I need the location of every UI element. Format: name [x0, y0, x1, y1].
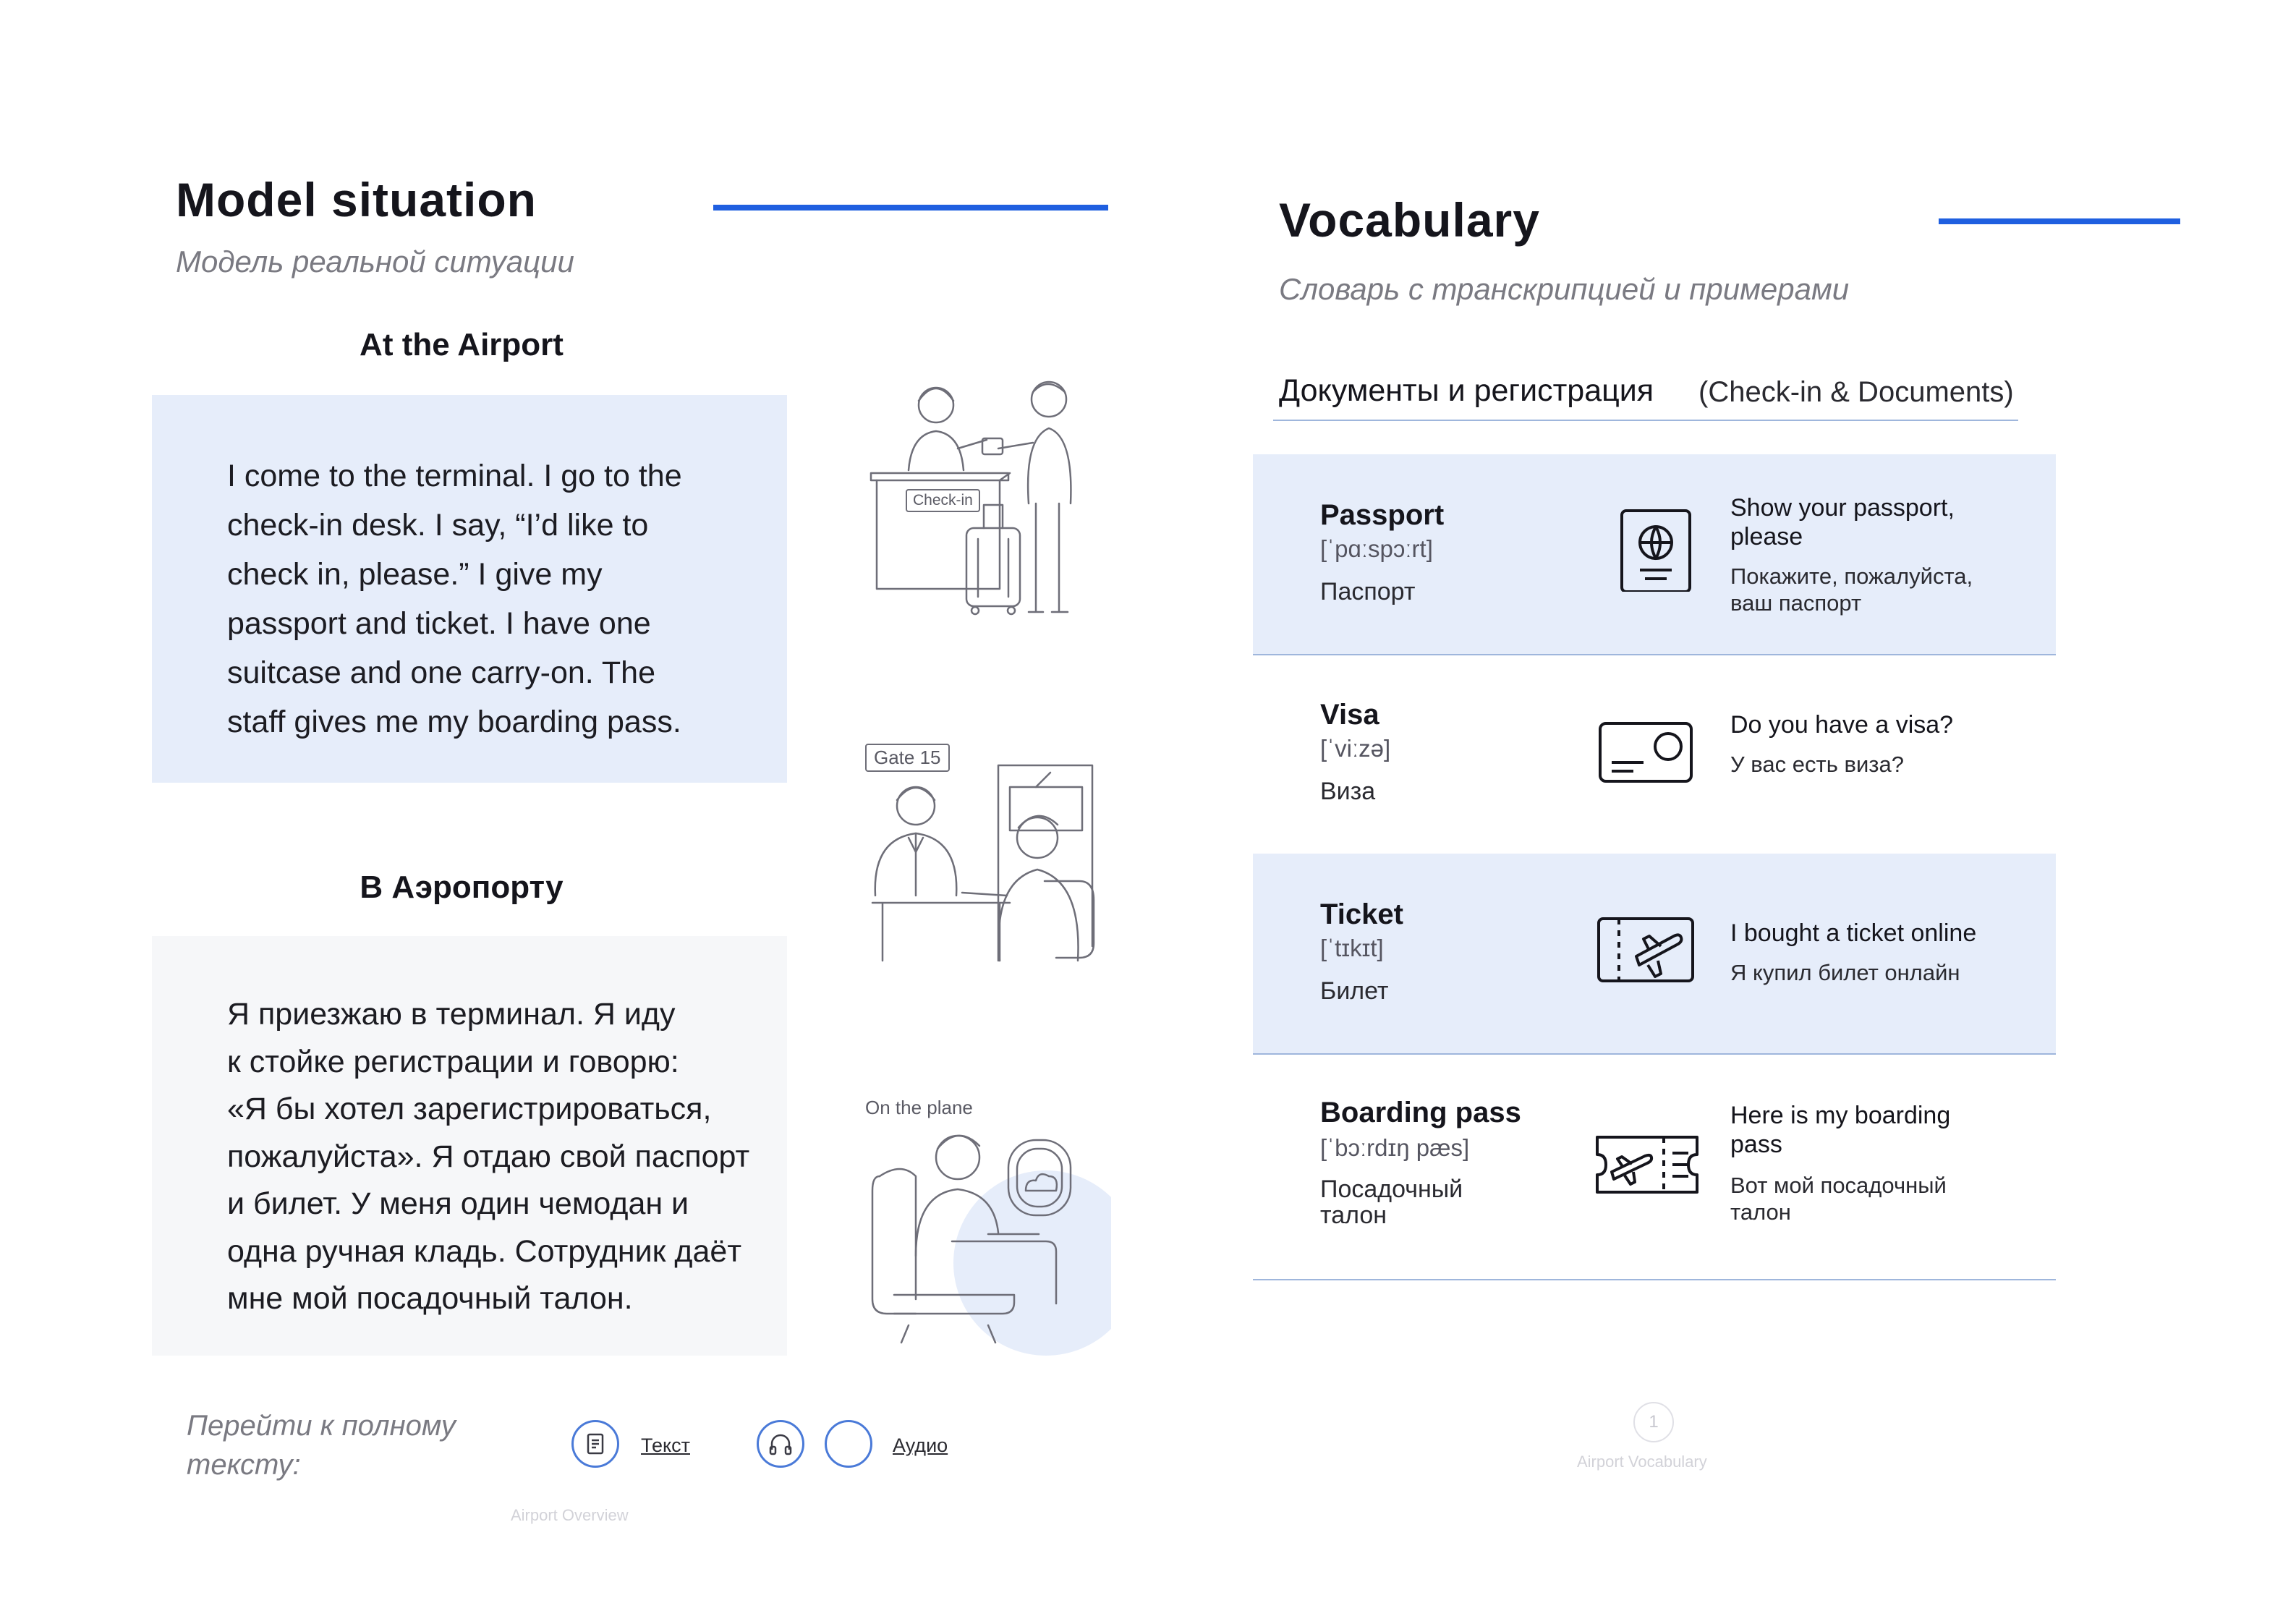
- visa-icon: [1593, 719, 1694, 806]
- english-story-panel: [152, 395, 787, 783]
- vocab-row-visa: [1253, 654, 2056, 855]
- english-story-line: check-in desk. I say, “I’d like to: [227, 508, 649, 543]
- russian-story-line: «Я бы хотел зарегистрироваться,: [227, 1092, 712, 1126]
- vocab-word: Passport: [1320, 499, 1445, 531]
- vocab-example-line: Show your passport,: [1730, 494, 1955, 522]
- vocab-example-ru-line: Вот мой посадочный: [1730, 1173, 1947, 1198]
- russian-story-heading: В Аэропорту: [360, 870, 564, 905]
- vocab-translation: Паспорт: [1320, 578, 1416, 605]
- passport-icon: [1593, 505, 1694, 592]
- audio-button[interactable]: [757, 1420, 804, 1468]
- vocab-transcription: [ˈviːzə]: [1320, 735, 1391, 762]
- checkin-desk-illustration: [865, 376, 1097, 622]
- russian-story-text: [227, 991, 777, 1323]
- left-subtitle: Модель реальной ситуации: [176, 245, 574, 279]
- russian-story-line: к стойке регистрации и говорю:: [227, 1044, 679, 1079]
- vocab-example-ru-line: Я купил билет онлайн: [1730, 960, 1960, 985]
- russian-story-line: Я приезжаю в терминал. Я иду: [227, 997, 676, 1032]
- vocab-example-ru-line: У вас есть виза?: [1730, 752, 1904, 777]
- checkin-sign: Check-in: [906, 489, 980, 512]
- vocab-row-boarding-pass: [1253, 1053, 2056, 1280]
- left-footer: Airport Overview: [511, 1506, 629, 1524]
- gate-illustration: [865, 744, 1097, 975]
- goto-line: Перейти к полному: [187, 1410, 456, 1442]
- section-header: [1273, 369, 2018, 421]
- russian-story-line: мне мой посадочный талон.: [227, 1281, 633, 1316]
- vocab-translation: [1320, 1176, 1508, 1228]
- vocab-transcription: [ˈbɔːrdɪŋ pæs]: [1320, 1134, 1470, 1161]
- vocab-transcription: [ˈpɑːspɔːrt]: [1320, 535, 1433, 562]
- vocab-row-passport: [1253, 454, 2056, 655]
- english-story-text: [227, 451, 777, 747]
- vocab-word: Boarding pass: [1320, 1097, 1521, 1128]
- vocab-example: [1730, 493, 2020, 551]
- vocab-example-line: pass: [1730, 1131, 1782, 1158]
- vocab-example: [1730, 1101, 2020, 1159]
- english-story-line: staff gives me my boarding pass.: [227, 705, 681, 739]
- russian-story-panel: [152, 936, 787, 1356]
- vocab-translation: Виза: [1320, 778, 1376, 805]
- boarding-pass-icon: [1593, 1133, 1694, 1220]
- right-title-rule: [1939, 218, 2180, 224]
- english-story-line: suitcase and one carry-on. The: [227, 655, 655, 690]
- vocab-example-ru-line: Покажите, пожалуйста,: [1730, 564, 1973, 589]
- vocab-example-ru-line: талон: [1730, 1199, 1791, 1225]
- vocab-example-line: please: [1730, 523, 1803, 550]
- ticket-icon: [1593, 916, 1694, 1003]
- vocab-example-translation: [1730, 563, 2020, 616]
- page-number: 1: [1633, 1402, 1674, 1442]
- russian-story-line: и билет. У меня один чемодан и: [227, 1186, 689, 1221]
- vocab-example-translation: [1730, 751, 2020, 778]
- vocab-example-translation: [1730, 959, 2020, 986]
- english-story-line: check in, please.” I give my: [227, 557, 603, 592]
- vocab-translation-line: Посадочный: [1320, 1176, 1463, 1203]
- right-footer: Airport Vocabulary: [1577, 1453, 1707, 1471]
- audio-play-button[interactable]: [825, 1420, 872, 1468]
- right-title: Vocabulary: [1279, 193, 1540, 247]
- vocab-translation-line: талон: [1320, 1202, 1387, 1229]
- russian-story-line: одна ручная кладь. Сотрудник даёт: [227, 1233, 742, 1269]
- goto-line: тексту:: [187, 1449, 301, 1481]
- english-story-line: passport and ticket. I have one: [227, 606, 651, 641]
- english-story-line: I come to the terminal. I go to the: [227, 459, 682, 493]
- russian-story-line: пожалуйста». Я отдаю свой паспорт: [227, 1139, 750, 1174]
- right-subtitle: Словарь с транскрипцией и примерами: [1279, 272, 1850, 306]
- vocab-row-ticket: [1253, 854, 2056, 1055]
- gate-sign: Gate 15: [865, 744, 950, 772]
- audio-link[interactable]: Аудио: [893, 1434, 948, 1456]
- vocab-word: Visa: [1320, 699, 1379, 731]
- vocab-word: Ticket: [1320, 898, 1403, 930]
- left-title: Model situation: [176, 173, 537, 226]
- section-title-ru: Документы и регистрация: [1279, 373, 1654, 408]
- vocab-example: [1730, 710, 2020, 739]
- vocab-example-translation: [1730, 1172, 2020, 1225]
- section-title-en: (Check-in & Documents): [1698, 376, 2014, 408]
- vocab-example-ru-line: ваш паспорт: [1730, 590, 1862, 616]
- vocab-translation: Билет: [1320, 977, 1389, 1005]
- left-title-rule: [713, 205, 1108, 211]
- vocab-example: [1730, 919, 2020, 948]
- english-story-heading: At the Airport: [360, 327, 564, 362]
- text-button[interactable]: [571, 1420, 619, 1468]
- vocab-example-line: Do you have a visa?: [1730, 711, 1954, 739]
- text-link[interactable]: Текст: [641, 1434, 690, 1456]
- vocab-example-line: Here is my boarding: [1730, 1102, 1951, 1129]
- vocab-transcription: [ˈtɪkɪt]: [1320, 935, 1384, 961]
- goto-full-text-label: [187, 1406, 456, 1484]
- plane-caption: On the plane: [865, 1097, 973, 1118]
- vocab-example-line: I bought a ticket online: [1730, 919, 1977, 947]
- on-plane-illustration: [865, 1097, 1111, 1357]
- headphones-icon: [759, 1422, 802, 1466]
- document-icon: [574, 1422, 617, 1466]
